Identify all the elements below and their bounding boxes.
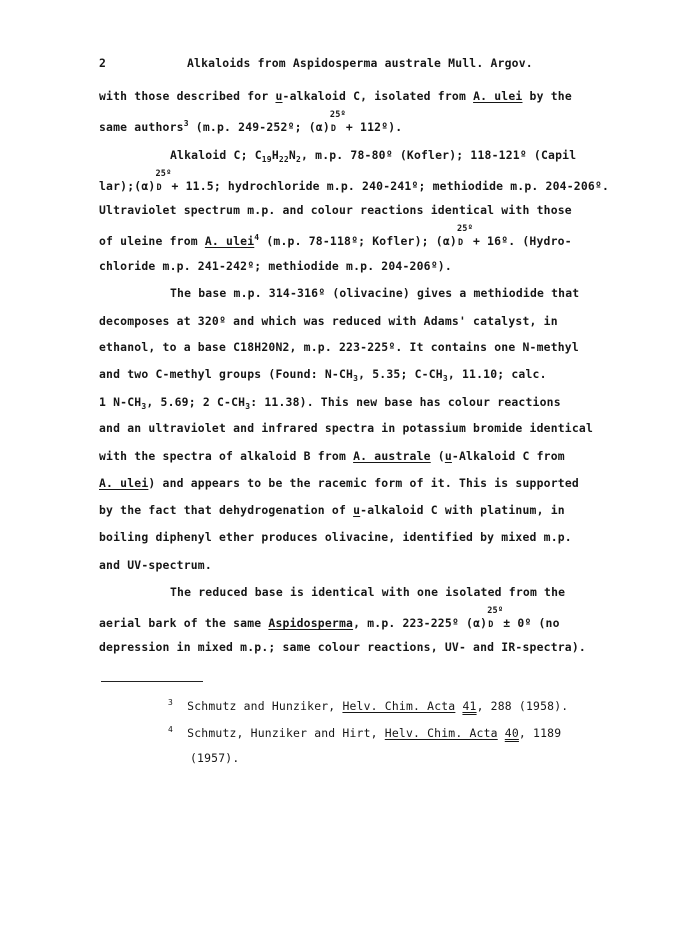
body-line: The base m.p. 314-316º (olivacine) gives a methiodide that: [170, 286, 580, 300]
body-line: Ultraviolet spectrum m.p. and colour reactions identical with those: [99, 203, 572, 217]
body-line: A. ulei) and appears to be the racemic form of it. This is supported: [99, 476, 579, 490]
body-line: chloride m.p. 241-242º; methiodide m.p. 204-206º).: [99, 259, 452, 273]
body-line: and two C-methyl groups (Found: $N-CH_3$, 5.35; $C-CH_3$, 11.10; calc.: [99, 367, 547, 383]
body-line: depression in mixed m.p.; same colour reactions, UV- and IR-spectra).: [99, 640, 586, 654]
footnote-separator: [101, 681, 203, 682]
body-line: and UV-spectrum.: [99, 558, 212, 572]
running-title-text: Alkaloids from Aspidosperma australe Mull. Argov.: [187, 56, 533, 70]
footnote-3: $^3$ Schmutz and Hunziker, Helv. Chim. Acta 41, 288 (1958).: [168, 698, 569, 713]
body-line: aerial bark of the same Aspidosperma, m.p. 223-225º (α) 25º D ± 0º (no: [99, 606, 560, 630]
body-line: 1 $N-CH_3$, 5.69; 2 $C-CH_3$: 11.38). This new base has colour reactions: [99, 395, 561, 411]
body-line: by the fact that dehydrogenation of u-alkaloid C with platinum, in: [99, 503, 565, 517]
page-number: 2: [99, 56, 107, 70]
body-line: boiling diphenyl ether produces olivacine, identified by mixed m.p.: [99, 530, 572, 544]
footnote-4-continued: (1957).: [190, 751, 240, 765]
body-line: Alkaloid C; $C_{19}H_{22}N_2$, m.p. 78-80º (Kofler); 118-121º (Capil: [170, 148, 577, 164]
body-line: with those described for u-alkaloid C, isolated from A. ulei by the: [99, 89, 572, 103]
body-line: decomposes at 320º and which was reduced with Adams' catalyst, in: [99, 314, 558, 328]
footnote-number: 4: [168, 725, 174, 734]
footnote-number: 3: [168, 698, 174, 707]
body-line: ethanol, to a base C18H20N2, m.p. 223-225º. It contains one N-methyl: [99, 340, 579, 354]
body-line: lar);(α) 25º D + 11.5; hydrochloride m.p. 240-241º; methiodide m.p. 204-206º.: [99, 169, 610, 193]
body-line: The reduced base is identical with one isolated from the: [170, 585, 566, 599]
footnote-4: $^4$ Schmutz, Hunziker and Hirt, Helv. Chim. Acta 40, 1189: [168, 725, 562, 740]
body-line: same authors$^3$ (m.p. 249-252º; (α) 25º D + 112º).: [99, 110, 403, 134]
body-line: and an ultraviolet and infrared spectra in potassium bromide identical: [99, 421, 594, 435]
body-line: of uleine from A. ulei$^4$ (m.p. 78-118º; Kofler); (α) 25º D + 16º. (Hydro-: [99, 224, 572, 248]
running-title: [187, 56, 533, 70]
body-line: with the spectra of alkaloid B from A. australe (u-Alkaloid C from: [99, 449, 565, 463]
